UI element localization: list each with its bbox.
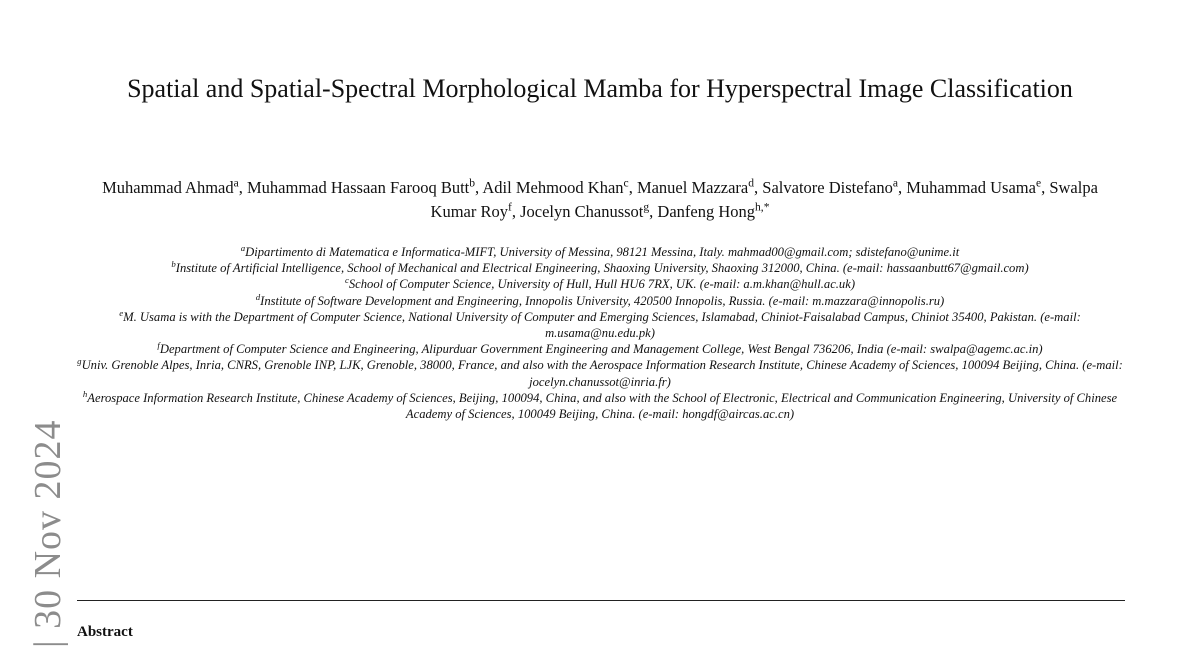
author-affiliation-mark: a [233, 177, 239, 190]
affiliation-text: Institute of Artificial Intelligence, School of Mechanical and Electrical Engineering, Shaoxing University, Shaoxing 312000, China. (e-mail: hassaanbutt67@gmail.com) [175, 261, 1029, 276]
affiliation-text: Aerospace Information Research Institute, Chinese Academy of Sciences, Beijing, 100094, China, and also with the School of Electronic, Electrical and Communication Engineering, University of Chinese Academy of Sciences, 100049 Beijing, China. (e-mail: hongdf@aircas.ac.cn) [87, 390, 1118, 422]
author-affiliation-mark: d [748, 177, 755, 190]
author-name [482, 178, 628, 197]
author-affiliation-mark: c [623, 177, 629, 190]
author-name [906, 178, 1041, 197]
affiliation-mark: f [157, 340, 160, 351]
author-name [637, 178, 754, 197]
paper-title: Spatial and Spatial-Spectral Morphological Mamba for Hyperspectral Image Classification [127, 74, 1073, 103]
affiliation-text: Dipartimento di Matematica e Informatica-MIFT, University of Messina, 98121 Messina, Italy. mahmad00@gmail.com; sdistefano@unime.it [245, 245, 960, 259]
author-separator: , [475, 178, 483, 197]
author-affiliation-mark: b [469, 177, 476, 190]
affiliation-entry [70, 357, 1130, 389]
affiliation-mark: d [255, 291, 261, 302]
author-name-text: Muhammad Hassaan Farooq Butt [247, 178, 470, 197]
author-separator: , [238, 178, 247, 197]
author-affiliation-mark: e [1035, 177, 1042, 190]
author-name-text: Manuel Mazzara [636, 178, 749, 197]
author-name-text: Muhammad Usama [906, 178, 1036, 197]
author-separator: , [628, 178, 637, 197]
author-separator: , [898, 178, 907, 197]
affiliation-text: Univ. Grenoble Alpes, Inria, CNRS, Grenoble INP, LJK, Grenoble, 38000, France, and also with the Aerospace Information Research Institute, Chinese Academy of Sciences, 100094 Beijing, China. (e-mail: jocelyn.chanussot@inria.fr) [81, 358, 1123, 389]
affiliation-text: School of Computer Science, University of Hull, Hull HU6 7RX, UK. (e-mail: a.m.khan@hull.ac.uk) [348, 277, 856, 292]
author-separator: , [1041, 178, 1050, 197]
affiliation-mark: h [82, 388, 88, 399]
author-name [520, 202, 649, 221]
author-affiliation-mark: a [892, 177, 899, 190]
author-affiliation-mark: g [643, 201, 650, 214]
author-list [100, 176, 1100, 224]
section-divider [77, 600, 1125, 601]
affiliation-mark: a [240, 242, 246, 253]
author-name [657, 202, 769, 221]
affiliation-text: Institute of Software Development and Engineering, Innopolis University, 420500 Innopolis, Russia. (e-mail: m.mazzara@innopolis.ru) [260, 293, 945, 308]
author-affiliation-mark: f [507, 201, 512, 214]
author-name [762, 178, 898, 197]
author-name [247, 178, 475, 197]
author-name-text: Danfeng Hong [657, 202, 756, 221]
affiliation-entry [70, 276, 1130, 292]
author-name-text: Swalpa Kumar Roy [430, 178, 1098, 221]
abstract-heading: Abstract [77, 624, 133, 640]
author-name-text: Jocelyn Chanussot [520, 202, 644, 221]
author-name-text: Adil Mehmood Khan [482, 178, 624, 197]
author-affiliation-mark: h,* [755, 201, 770, 214]
author-name-text: Muhammad Ahmad [102, 178, 234, 197]
affiliation-mark: c [344, 275, 349, 286]
affiliation-entry [70, 260, 1130, 276]
affiliation-list [70, 244, 1130, 422]
affiliation-entry [70, 293, 1130, 309]
author-separator: , [649, 202, 658, 221]
affiliation-entry [70, 341, 1130, 357]
arxiv-date-stamp: | 30 Nov 2024 [27, 419, 69, 648]
affiliation-text: M. Usama is with the Department of Computer Science, National University of Computer and Emerging Sciences, Islamabad, Chiniot-Faisalabad Campus, Chiniot 35400, Pakistan. (e-mail: m.usama@nu.edu.pk) [123, 309, 1081, 341]
affiliation-entry [70, 244, 1130, 260]
affiliation-mark: g [77, 356, 82, 367]
author-name [102, 178, 239, 197]
author-separator: , [754, 178, 763, 197]
affiliation-mark: b [171, 259, 176, 270]
affiliation-mark: e [119, 307, 124, 318]
author-separator: , [511, 202, 521, 221]
author-name-text: Salvatore Distefano [762, 178, 893, 197]
affiliation-text: Department of Computer Science and Engineering, Alipurduar Government Engineering and Management College, West Bengal 736206, India (e-mail: swalpa@agemc.ac.in) [159, 342, 1043, 357]
affiliation-entry [70, 390, 1130, 422]
affiliation-entry [70, 309, 1130, 341]
